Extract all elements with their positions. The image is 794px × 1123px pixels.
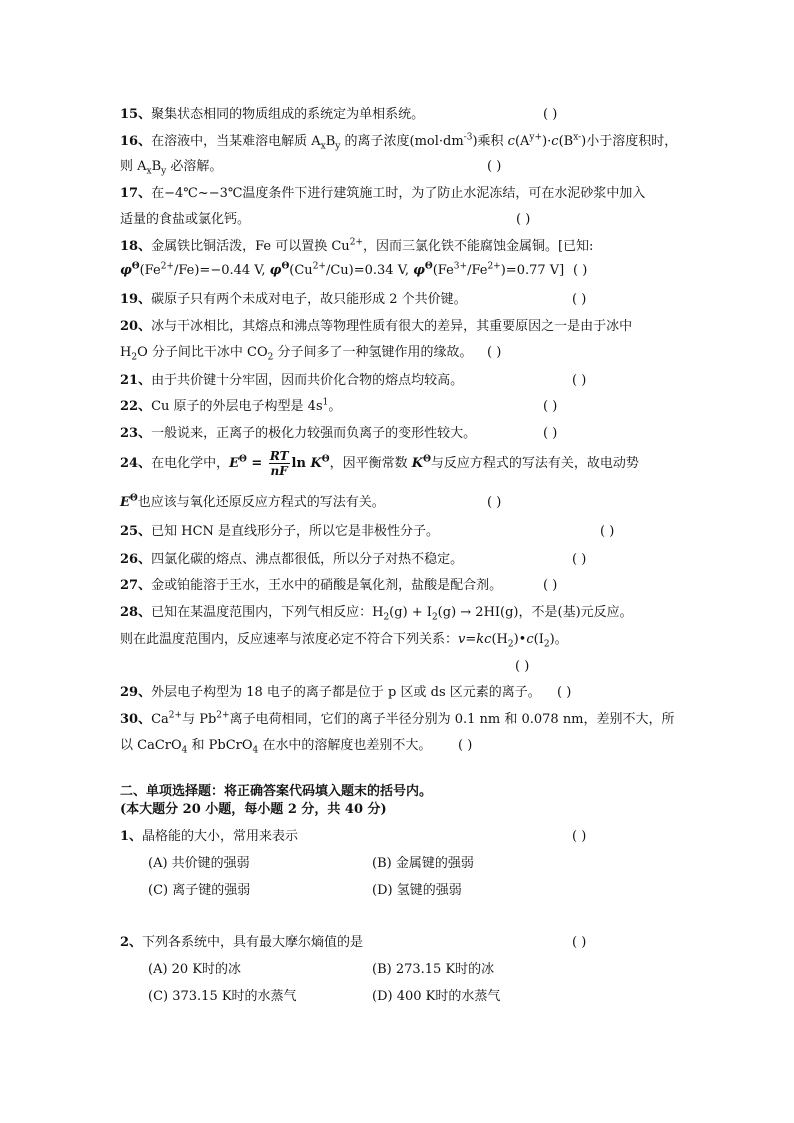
superscript: -3 bbox=[463, 132, 473, 143]
question-text: B bbox=[325, 134, 336, 149]
question-text: 。 bbox=[328, 399, 342, 414]
k-symbol: K bbox=[310, 456, 322, 471]
question-24-line2 bbox=[120, 495, 385, 511]
question-text: 由于共价键十分牢固，因而共价化合物的熔点均较高。 bbox=[151, 373, 464, 388]
concentration-symbol: c bbox=[507, 134, 515, 149]
standard-state-symbol: Θ bbox=[239, 454, 247, 465]
question-text: (g) + I bbox=[389, 605, 432, 620]
phi-symbol: φ bbox=[120, 263, 132, 278]
question-text: ，因平衡常数 bbox=[329, 456, 412, 471]
option-b[interactable]: (B) 273.15 K时的冰 bbox=[372, 962, 495, 977]
answer-blank[interactable]: ( ) bbox=[573, 263, 588, 278]
question-text: 适量的食盐或氯化钙。 bbox=[120, 212, 251, 227]
question-text: )=0.77 V] bbox=[500, 263, 565, 278]
question-text: /Fe bbox=[467, 263, 488, 278]
concentration-symbol: c bbox=[526, 632, 534, 647]
option-b[interactable]: (B) 金属键的强弱 bbox=[372, 856, 474, 871]
ln-symbol: ln bbox=[291, 456, 311, 471]
superscript: y+ bbox=[529, 132, 543, 143]
rate-constant-symbol: =kc bbox=[465, 632, 492, 647]
answer-blank[interactable]: ( ) bbox=[543, 426, 558, 441]
concentration-symbol: c bbox=[551, 134, 559, 149]
option-a[interactable]: (A) 共价键的强弱 bbox=[148, 856, 250, 871]
question-29 bbox=[120, 685, 541, 701]
question-27 bbox=[120, 578, 502, 594]
question-text: H bbox=[120, 345, 132, 360]
question-20 bbox=[120, 319, 632, 335]
standard-state-symbol: Θ bbox=[281, 261, 290, 272]
question-text: )乘积 bbox=[472, 134, 508, 149]
answer-blank[interactable]: ( ) bbox=[543, 578, 558, 593]
question-text: 分子间多了一种氢键作用的缘故。 bbox=[273, 345, 473, 360]
question-30 bbox=[120, 712, 675, 728]
question-text: 以 CaCrO bbox=[120, 738, 182, 753]
question-19 bbox=[120, 292, 467, 308]
question-text: /Fe)=−0.44 V, bbox=[173, 263, 270, 278]
question-text: (A bbox=[514, 134, 530, 149]
standard-state-symbol: Θ bbox=[131, 261, 140, 272]
superscript: 3+ bbox=[453, 261, 468, 272]
question-text: (Cu bbox=[289, 263, 313, 278]
question-text: (I bbox=[533, 632, 544, 647]
question-number: 22、 bbox=[120, 399, 152, 414]
standard-state-symbol: Θ bbox=[129, 493, 138, 504]
subscript: y bbox=[161, 166, 167, 177]
answer-blank[interactable]: ( ) bbox=[543, 107, 558, 122]
question-text: 也应该与氧化还原反应方程式的写法有关。 bbox=[137, 495, 385, 510]
question-number: 30、 bbox=[120, 712, 152, 727]
superscript: 2+ bbox=[168, 710, 183, 721]
question-number: 20、 bbox=[120, 319, 152, 334]
question-text: 在水中的溶解度也差别不大。 bbox=[258, 738, 432, 753]
emf-symbol: E bbox=[229, 456, 240, 471]
question-text: (g) → 2HI(g)，不是(基)元反应。 bbox=[437, 605, 633, 620]
question-number: 24、 bbox=[120, 456, 152, 471]
option-a[interactable]: (A) 20 K时的冰 bbox=[148, 962, 242, 977]
question-text: 离子电荷相同，它们的离子半径分别为 0.1 nm 和 0.078 nm，差别不大，所 bbox=[229, 712, 675, 727]
question-text: 聚集状态相同的物质组成的系统定为单相系统。 bbox=[151, 107, 425, 122]
question-number: 27、 bbox=[120, 578, 152, 593]
question-text: 在−4℃~−3℃温度条件下进行建筑施工时，为了防止水泥冻结，可在水泥砂浆中加入 bbox=[151, 186, 646, 201]
subscript: 2 bbox=[267, 352, 274, 363]
k-symbol: K bbox=[411, 456, 424, 471]
question-text: 金或铂能溶于王水，王水中的硝酸是氧化剂，盐酸是配合剂。 bbox=[151, 578, 503, 593]
subscript: 2 bbox=[131, 352, 138, 363]
answer-blank[interactable]: ( ) bbox=[543, 399, 558, 414]
answer-blank[interactable]: ( ) bbox=[572, 935, 587, 950]
question-text: 四氯化碳的熔点、沸点都很低，所以分子对热不稳定。 bbox=[151, 552, 464, 567]
question-30-line2 bbox=[120, 738, 431, 754]
answer-blank[interactable]: ( ) bbox=[515, 659, 530, 674]
standard-state-symbol: Θ bbox=[423, 454, 431, 465]
question-number: 21、 bbox=[120, 373, 152, 388]
answer-blank[interactable]: ( ) bbox=[600, 524, 615, 539]
answer-blank[interactable]: ( ) bbox=[487, 159, 502, 174]
subscript: 2 bbox=[431, 612, 438, 623]
question-20-line2 bbox=[120, 345, 472, 361]
question-number: 23、 bbox=[120, 426, 152, 441]
question-text: 则在此温度范围内，反应速率与浓度必定不符合下列关系： bbox=[120, 632, 459, 647]
subscript: 4 bbox=[181, 745, 188, 756]
answer-blank[interactable]: ( ) bbox=[572, 552, 587, 567]
question-text: 已知在某温度范围内，下列气相反应：H bbox=[151, 605, 384, 620]
question-text: 一般说来，正离子的极化力较强而负离子的变形性较大。 bbox=[151, 426, 477, 441]
answer-blank[interactable]: ( ) bbox=[572, 829, 587, 844]
standard-state-symbol: Θ bbox=[321, 454, 330, 465]
question-text: )小于溶度积时， bbox=[581, 134, 678, 149]
emf-symbol: E bbox=[120, 495, 130, 510]
question-16-line2 bbox=[120, 159, 222, 175]
question-17-line2 bbox=[120, 212, 250, 228]
question-text: 冰与干冰相比，其熔点和沸点等物理性质有很大的差异，其重要原因之一是由于冰中 bbox=[151, 319, 633, 334]
option-c[interactable]: (C) 373.15 K时的水蒸气 bbox=[148, 989, 297, 1004]
fraction-rt-nf bbox=[269, 449, 290, 478]
question-24 bbox=[120, 446, 639, 482]
question-number: 25、 bbox=[120, 524, 152, 539]
question-22 bbox=[120, 399, 341, 415]
question-text: 和 PbCrO bbox=[187, 738, 253, 753]
question-text: O 分子间比干冰中 CO bbox=[137, 345, 268, 360]
question-25 bbox=[120, 524, 439, 540]
question-text: 已知 HCN 是直线形分子，所以它是非极性分子。 bbox=[151, 524, 440, 539]
question-number: 29、 bbox=[120, 685, 152, 700]
superscript: 2+ bbox=[216, 710, 230, 721]
subscript: 4 bbox=[252, 745, 259, 756]
question-18 bbox=[120, 239, 593, 255]
question-number: 19、 bbox=[120, 292, 152, 307]
question-number: 15、 bbox=[120, 107, 152, 122]
subscript: x bbox=[146, 166, 152, 177]
question-28 bbox=[120, 605, 633, 621]
question-number: 2、 bbox=[120, 935, 143, 950]
question-text: (Fe bbox=[432, 263, 454, 278]
standard-state-symbol: Θ bbox=[424, 261, 433, 272]
subscript: 2 bbox=[383, 612, 390, 623]
question-number: 26、 bbox=[120, 552, 152, 567]
mc-question-1 bbox=[120, 829, 298, 845]
rate-symbol: v bbox=[458, 632, 466, 647]
question-number: 16、 bbox=[120, 134, 152, 149]
question-text: 的离子浓度(mol·dm bbox=[340, 134, 464, 149]
mc-question-2 bbox=[120, 935, 363, 951]
question-text: 碳原子只有两个未成对电子，故只能形成 2 个共价键。 bbox=[151, 292, 467, 307]
answer-blank[interactable]: ( ) bbox=[516, 212, 531, 227]
fraction-numerator: RT bbox=[269, 449, 289, 463]
question-text: )· bbox=[542, 134, 552, 149]
question-text: )• bbox=[513, 632, 527, 647]
phi-symbol: φ bbox=[413, 263, 425, 278]
answer-blank[interactable]: ( ) bbox=[487, 345, 502, 360]
question-text: 金属铁比铜活泼，Fe 可以置换 Cu bbox=[151, 239, 350, 254]
answer-blank[interactable]: ( ) bbox=[487, 495, 502, 510]
question-16 bbox=[120, 134, 677, 150]
question-number: 17、 bbox=[120, 186, 152, 201]
question-26 bbox=[120, 552, 463, 568]
question-text: )。 bbox=[549, 632, 568, 647]
equals-sign: = bbox=[246, 456, 267, 471]
superscript: 2+ bbox=[160, 261, 174, 272]
question-23 bbox=[120, 426, 476, 442]
question-text: ，因而三氯化铁不能腐蚀金属铜。[已知: bbox=[362, 239, 594, 254]
question-text: (B bbox=[558, 134, 574, 149]
subscript: x bbox=[320, 141, 326, 152]
question-text: 必溶解。 bbox=[166, 159, 223, 174]
answer-blank[interactable]: ( ) bbox=[458, 738, 473, 753]
answer-blank[interactable]: ( ) bbox=[557, 685, 572, 700]
superscript: x- bbox=[573, 132, 582, 143]
option-c[interactable]: (C) 离子键的强弱 bbox=[148, 883, 251, 898]
phi-symbol: φ bbox=[269, 263, 282, 278]
question-text: 在溶液中，当某难溶电解质 A bbox=[151, 134, 321, 149]
section-subtitle: (本大题分 20 小题，每小题 2 分，共 40 分) bbox=[120, 802, 387, 817]
question-text: 与 Pb bbox=[182, 712, 217, 727]
question-text: 晶格能的大小，常用来表示 bbox=[142, 829, 299, 844]
question-text: 与反应方程式的写法有关，故电动势 bbox=[430, 456, 639, 471]
question-text: 外层电子构型为 18 电子的离子都是位于 p 区或 ds 区元素的离子。 bbox=[151, 685, 541, 700]
question-17 bbox=[120, 186, 645, 202]
answer-blank[interactable]: ( ) bbox=[572, 373, 587, 388]
question-text: 下列各系统中，具有最大摩尔熵值的是 bbox=[142, 935, 364, 950]
question-number: 1、 bbox=[120, 829, 143, 844]
question-text: /Cu)=0.34 V, bbox=[325, 263, 414, 278]
section-title: 二、单项选择题：将正确答案代码填入题末的括号内。 bbox=[120, 784, 433, 799]
question-21 bbox=[120, 373, 463, 389]
option-d[interactable]: (D) 400 K时的水蒸气 bbox=[372, 989, 501, 1004]
question-text: (Fe bbox=[139, 263, 161, 278]
question-text: Cu 原子的外层电子构型是 4s bbox=[151, 399, 323, 414]
question-number: 18、 bbox=[120, 239, 152, 254]
superscript: 1 bbox=[322, 397, 329, 408]
fraction-denominator: nF bbox=[270, 464, 288, 478]
question-15 bbox=[120, 107, 424, 123]
question-18-line2 bbox=[120, 263, 564, 279]
option-d[interactable]: (D) 氢键的强弱 bbox=[372, 883, 462, 898]
subscript: y bbox=[335, 141, 341, 152]
question-text: (H bbox=[491, 632, 508, 647]
superscript: 2+ bbox=[349, 237, 363, 248]
question-text: Ca bbox=[151, 712, 169, 727]
subscript: 2 bbox=[543, 639, 550, 650]
answer-blank[interactable]: ( ) bbox=[572, 292, 587, 307]
subscript: 2 bbox=[507, 639, 514, 650]
question-text: 在电化学中， bbox=[151, 456, 230, 471]
question-text: 则 A bbox=[120, 159, 147, 174]
question-text: B bbox=[151, 159, 162, 174]
superscript: 2+ bbox=[487, 261, 501, 272]
superscript: 2+ bbox=[312, 261, 326, 272]
question-number: 28、 bbox=[120, 605, 152, 620]
question-28-line2 bbox=[120, 632, 568, 648]
